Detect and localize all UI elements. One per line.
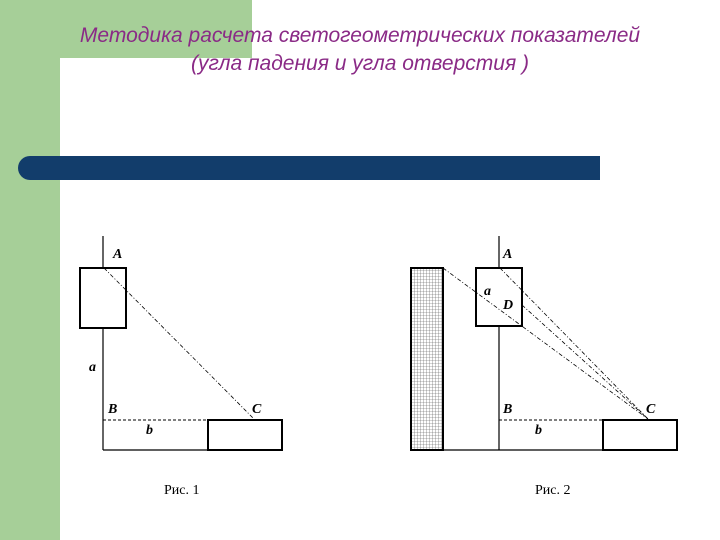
fig2-label-b: b [535,423,542,438]
title-line-2: (угла падения и угла отверстия ) [190,52,530,75]
fig2-label-B: B [503,402,513,417]
fig2-window-rect [476,268,522,326]
fig2-label-A: A [503,247,513,262]
fig2-surface-rect [603,420,677,450]
fig2-wall-hatched [411,268,443,450]
fig2-label-D: D [503,298,514,313]
title-line-1: Методика расчета светогеометрических показателей [79,24,641,47]
fig1-label-A: A [113,247,123,262]
fig1-caption: Рис. 1 [164,483,200,498]
fig1-surface-rect [208,420,282,450]
fig1-label-a: a [89,360,96,375]
fig1-sight-line [104,268,254,419]
figure-1 [80,236,283,498]
figure-2 [411,236,678,498]
fig1-window-rect [80,268,126,328]
fig2-label-a: a [484,284,491,299]
fig2-caption: Рис. 2 [535,483,571,498]
fig2-label-C: C [646,402,656,417]
fig1-label-B: B [108,402,118,417]
fig1-label-C: C [252,402,262,417]
fig1-label-b: b [146,423,153,438]
fig2-sight-line-D [522,305,648,419]
fig2-sight-line-wall [443,268,648,419]
